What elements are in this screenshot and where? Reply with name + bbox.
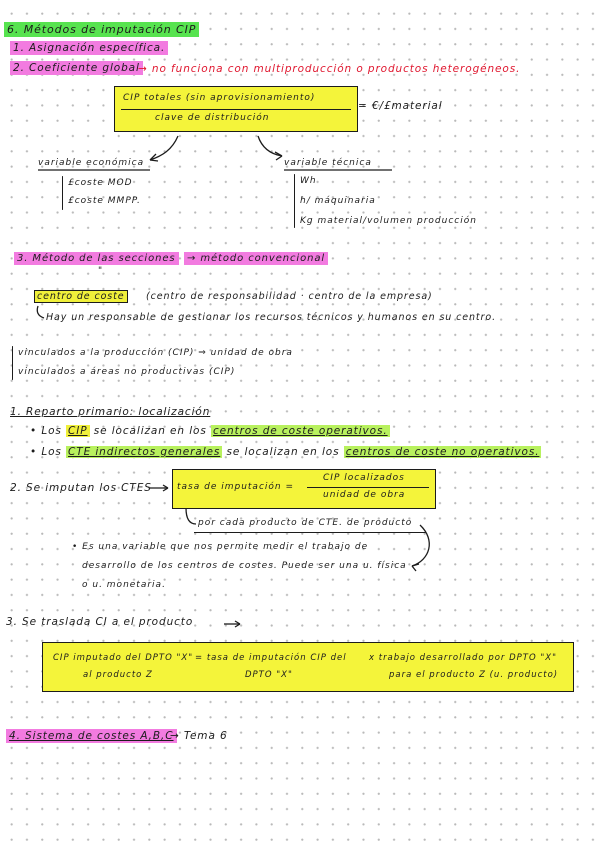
reparto-title: 1. Reparto primario: localización bbox=[10, 406, 211, 418]
vinculados-line-1: vinculados a la producción (CIP) ⇒ unidad de obra bbox=[18, 348, 293, 358]
brace bbox=[294, 174, 295, 228]
tasa-denominator: unidad de obra bbox=[323, 490, 406, 500]
var-econ-item: £coste MMPP. bbox=[68, 196, 141, 206]
var-tec-title: variable técnica bbox=[284, 158, 372, 168]
method-1-label: 1. Asignación específica. bbox=[10, 41, 168, 55]
trabajo-2: para el producto Z (u. producto) bbox=[389, 670, 559, 680]
method-2-note: → no funciona con multiproducción o productos heterogéneos. bbox=[138, 63, 521, 75]
method-2-label: 2. Coeficiente global bbox=[10, 61, 143, 75]
bullet-1-highlight: centros de coste operativos. bbox=[212, 425, 388, 437]
tasa-label: tasa de imputación = bbox=[177, 482, 295, 492]
centro-coste-note: Hay un responsable de gestionar los recursos técnicos y humanos en su centro. bbox=[46, 312, 496, 323]
sistema-costes-note: → Tema 6 bbox=[170, 730, 228, 742]
var-tec-item: h/ máquinaria bbox=[300, 196, 376, 206]
formula-box-traslado bbox=[42, 642, 574, 692]
traslada-label: 3. Se traslada CI a el producto bbox=[6, 616, 194, 628]
formula-result: = €/£material bbox=[358, 100, 443, 112]
formula-box-tasa bbox=[172, 469, 436, 509]
brace bbox=[62, 176, 63, 210]
var-econ-item: £coste MOD bbox=[68, 178, 133, 188]
var-tec-item: Kg material/volumen producción bbox=[300, 216, 477, 226]
vinculados-line-2: vinculados a áreas no productivas (CIP) bbox=[18, 367, 236, 377]
cip-imputado-1: CIP imputado del DPTO "X" bbox=[53, 653, 194, 663]
bullet-1-cip: CIP bbox=[68, 425, 88, 437]
tasa-del-2: DPTO "X" bbox=[245, 670, 293, 680]
var-econ-title: variable económica bbox=[38, 158, 145, 168]
tasa-numerator: CIP localizados bbox=[323, 473, 405, 483]
sistema-costes-label: 4. Sistema de costes A,B,C bbox=[6, 729, 177, 743]
variable-note-1-text: Es una variable que nos permite medir el trabajo de bbox=[82, 542, 369, 552]
bullet-2-highlight-2: centros de coste no operativos. bbox=[345, 446, 540, 458]
centro-coste-desc: (centro de responsabilidad · centro de la empresa) bbox=[146, 291, 433, 302]
bullet-2-mid: se localizan en los bbox=[226, 446, 340, 458]
bullet-1: • Los CIP se localizan en los centros de coste operativos. bbox=[30, 425, 388, 437]
ditto-mark: " bbox=[98, 266, 104, 276]
brace bbox=[12, 346, 13, 380]
fraction-line bbox=[307, 487, 429, 488]
underline bbox=[194, 532, 426, 533]
formula-box-distribution bbox=[114, 86, 358, 132]
fraction-line bbox=[121, 109, 351, 110]
variable-note-1: • Es una variable que nos permite medir el trabajo de bbox=[72, 542, 369, 552]
trabajo-1: x trabajo desarrollado por DPTO "X" bbox=[369, 653, 558, 663]
bullet-2-highlight-1: CTE indirectos generales bbox=[68, 446, 221, 458]
formula-numerator: CIP totales (sin aprovisionamiento) bbox=[123, 93, 316, 103]
var-tec-item: Wh bbox=[300, 176, 317, 186]
formula-denominator: clave de distribución bbox=[155, 113, 270, 123]
bullet-1-pre: Los bbox=[41, 425, 62, 437]
bullet-1-mid: se localizan en los bbox=[93, 425, 207, 437]
cip-imputado-2: al producto Z bbox=[83, 670, 153, 680]
imputan-label: 2. Se imputan los CTES bbox=[10, 482, 152, 494]
method-3-note: → método convencional bbox=[184, 252, 328, 265]
section-title: 6. Métodos de imputación CIP bbox=[4, 22, 199, 37]
method-3-label: 3. Método de las secciones bbox=[14, 252, 179, 265]
centro-coste-label: centro de coste bbox=[34, 290, 128, 303]
bullet-2-pre: Los bbox=[41, 446, 62, 458]
por-cada-note: por cada producto de CTE. de producto bbox=[198, 518, 413, 528]
bullet-2: • Los CTE indirectos generales se localizan en los centros de coste no operativos. bbox=[30, 446, 540, 458]
variable-note-3: o u. monetaria. bbox=[82, 580, 166, 590]
variable-note-2: desarrollo de los centros de costes. Puede ser una u. física bbox=[82, 561, 407, 571]
tasa-del-1: = tasa de imputación CIP del bbox=[195, 653, 347, 663]
